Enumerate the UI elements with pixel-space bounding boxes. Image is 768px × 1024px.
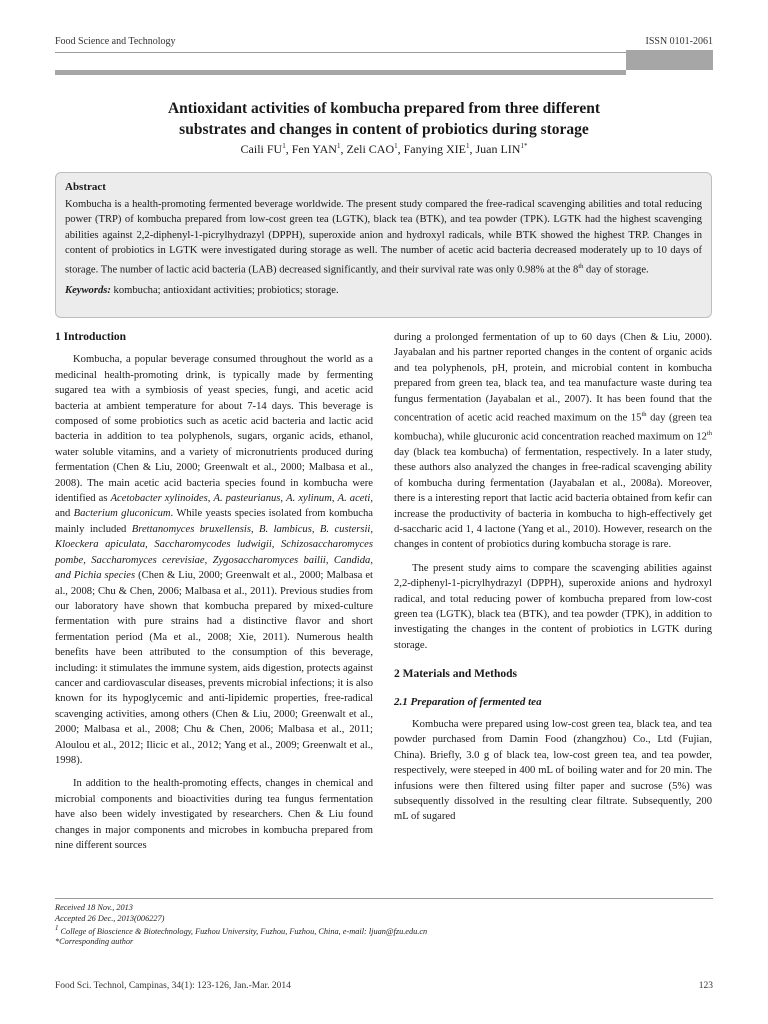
abstract-body: Kombucha is a health-promoting fermented beverage worldwide. The present study compared the free-radical scavenging abilities and total reducing power (TRP) of kombucha prepared from low-cost green tea (LGTK), black tea (BTK), and tea powder (TPK). LGTK had the highest scavenging abilities against 2,2-diphenyl-1-picrylhydrazyl (DPPH), superoxide anion and hydroxyl radicals, while BTK showed the highest TRP. Changes in content of probiotics in LGTK were investigated during storage as well. The number of acetic acid bacteria decreased moderately up to 10 days of storage. The number of lactic acid bacteria (LAB) decreased significantly, and their survival rate was only 0.98% at the 8 <box>65 198 702 276</box>
article-title <box>55 98 713 140</box>
text-run: , <box>280 493 287 505</box>
species-name: A. aceti <box>337 493 371 505</box>
author: Zeli CAO <box>346 142 395 156</box>
author-list: Caili $FU^1$, Fen YAN$^1$, Zeli CAO$^1$, Fanying XIE$^1$, Juan $LIN^{1*}$ <box>240 142 528 156</box>
column-right <box>394 330 712 825</box>
species-name: Acetobacter xylinoides <box>110 493 208 505</box>
received-date: Received 18 Nov., 2013 <box>55 903 133 912</box>
column-left <box>55 330 373 853</box>
author: Caili FU <box>240 142 283 156</box>
species-name: Bacterium gluconicum <box>73 508 171 520</box>
section-heading-introduction: 1 Introduction <box>55 331 127 343</box>
affil-sup: 1 <box>55 925 59 932</box>
keywords-label: Keywords: <box>65 285 111 297</box>
intro-paragraph-4: The present study aims to compare the scavenging abilities against 2,2-diphenyl-1-picrylhydrazyl (DPPH), superoxide anions and hydroxyl radical, and total reducing power of kombucha prepared from low-cost green tea (LGTK), black tea (BTK), and tea powder (TPK), in addition to investigating the changes in the content of probiotics in LGTK during storage. <box>394 562 712 651</box>
text-run: , <box>207 493 214 505</box>
text-run: Kombucha, a popular beverage consumed throughout the world as a medicinal health-promoting drink, is typically made by fermenting sugared tea with a symbiosis of yeast species, fungi, and acetic acid bacteria at ambient temperature for about 7-14 days. This beverage is composed of some probiotics such as acetic acid bacteria and lactic acid bacteria in addition to tea polyphenols, sugars, organic acids, ethanol, water soluble vitamins, and a variety of micronutrients produced during fermentation (Chen & Liu, 2000; Greenwalt et al., 2000; Malbasa et al., 2008). The main acetic acid bacteria species found in kombucha were identified as <box>55 354 373 505</box>
accepted-date: Accepted 26 Dec., 2013(006227) <box>55 913 165 923</box>
footnote-rule <box>55 898 713 899</box>
author-affil: 1 <box>282 142 286 150</box>
author: Fanying XIE <box>403 142 466 156</box>
abstract-text <box>65 197 702 279</box>
page-number: 123 <box>698 981 713 991</box>
text-run: during a prolonged fermentation of up to 60 days (Chen & Liu, 2000). Jayabalan and his partner reported changes in the content of organic acids and tea polyphenols, pH, protein, and microbial content in kombucha prepared from green tea, black tea, and tea manufacture waste during tea fungus fermentation (Jayabalan et al., 2007). It has been found that the concentration of acetic acid reached maximum on the 15 <box>394 332 712 424</box>
journal-name: Food Science and Technology <box>55 36 176 47</box>
header-bar <box>55 70 626 75</box>
ordinal-sup: th <box>641 411 647 419</box>
species-name: A. xylinum <box>286 493 332 505</box>
text-run: day (black tea kombucha) of fermentation, respectively. In a later study, these authors also analyzed the changes in free-radical scavenging ability of kombucha during fermentation (Jayabalan et al., 2008a). Moreover, there is a interesting report that lactic acid bacteria obtained from kefir can increase the productivity of bacteria in kombucha to high-effectively get d-saccharic acid 1, 4 lactone (Yang et al., 2010). However, research on the changes in content of probiotics during kombucha storage is rare. <box>394 446 712 551</box>
yeast-species-list: Brettanomyces bruxellensis, B. lambicus, B. custersii, Kloeckera apiculata, Saccharomycodes ludwigii, Schizosaccharomyces pombe, Saccharomyces cerevisiae, Zygosaccharomyces bailii, Candida, and Pichia species <box>55 523 373 582</box>
text-run: (Chen & Liu, 2000; Greenwalt et al., 2000; Malbasa et al., 2008; Chu & Chen, 2006; Malbasa et al., 2011). Previous studies from our laboratory have shown that kombucha prepared by mixed-culture fermentation with pure strains had a distinctive flavor and short fermentation period (Ma et al., 2008; Xie, 2011). Numerous health benefits have been attributed to the consumption of this beverage, including: it stimulates the immune system, aids digestion, protects against cancer and cardiovascular diseases, prevents microbial infections; it is also known for its hypoglycemic and anti-lipidemic properties, free-radical scavenging activities, among others (Chen & Liu, 2000; Greenwalt et al., 2000; Malbasa et al., 2008; Chu & Chen, 2006; Malbasa et al., 2011; Aloulou et al., 2012; Ilicic et al., 2012; Yang et al., 2009; Greenwalt et al., 1998). <box>55 570 373 766</box>
ordinal-sup: th <box>706 429 712 437</box>
author: Juan LIN <box>475 142 521 156</box>
corresponding-author: *Corresponding author <box>55 937 134 947</box>
title-line-2: substrates and changes in content of probiotics during storage <box>179 121 589 138</box>
abstract-heading: Abstract <box>65 181 106 193</box>
author-affil: 1* <box>520 142 528 150</box>
intro-paragraph-3 <box>394 330 712 553</box>
header-bar-right <box>626 50 713 70</box>
author-affil: 1 <box>394 142 398 150</box>
text-run: , <box>331 493 338 505</box>
methods-paragraph-1: Kombucha were prepared using low-cost green tea, black tea, and tea powder purchased from Damin Food (zhangzhou) Co., Ltd (Fujian, China). Briefly, 3.0 g of black tea, low-cost green tea, and tea powder, respectively, were steeped in 400 mL of boiling water and for 20 min. The infusions were then filtered using filter paper and sucrose (5%) was subsequently dissolved in the resulting clear filtrate. Subsequently, 200 mL of sugared <box>394 719 712 823</box>
header-rule <box>55 52 713 53</box>
author-affil: 1 <box>336 142 341 150</box>
footnotes <box>55 903 715 948</box>
footer-citation: Food Sci. Technol, Campinas, 34(1): 123-126, Jan.-Mar. 2014 <box>55 981 291 991</box>
keywords-list: kombucha; antioxidant activities; probiotics; storage. <box>110 285 339 297</box>
title-line-1: Antioxidant activities of kombucha prepared from three different <box>167 100 601 117</box>
subsection-heading-preparation: 2.1 Preparation of fermented tea <box>394 695 542 708</box>
text-run: . While yeasts species isolated from kombucha mainly included <box>55 508 374 535</box>
affiliation <box>55 924 715 937</box>
abstract-box <box>55 172 712 318</box>
species-name: A. pasteurianus <box>213 493 281 505</box>
author: Fen YAN <box>291 142 337 156</box>
abstract-body-end: day of storage. <box>583 264 649 276</box>
author-affil: 1 <box>465 142 470 150</box>
issn: ISSN 0101-2061 <box>645 36 713 47</box>
keywords <box>65 283 702 299</box>
text-run: day (green tea kombucha), while glucuronic acid concentration reached maximum on 12 <box>394 412 712 443</box>
abstract-sup: th <box>578 262 584 270</box>
text-run: , and <box>55 493 374 520</box>
affiliation-text: College of Bioscience & Biotechnology, Fuzhou University, Fuzhou, Fuzhou, China, e-mail: ljuan@fzu.edu.cn <box>58 926 428 936</box>
section-heading-methods: 2 Materials and Methods <box>394 668 517 681</box>
intro-paragraph-2: In addition to the health-promoting effects, changes in chemical and microbial components and bioactivities during tea fungus fermentation have also been widely investigated by researchers. Chen & Liu found changes in major components and microbes in kombucha prepared from nine different sources <box>55 778 373 851</box>
intro-paragraph-1 <box>55 352 373 768</box>
